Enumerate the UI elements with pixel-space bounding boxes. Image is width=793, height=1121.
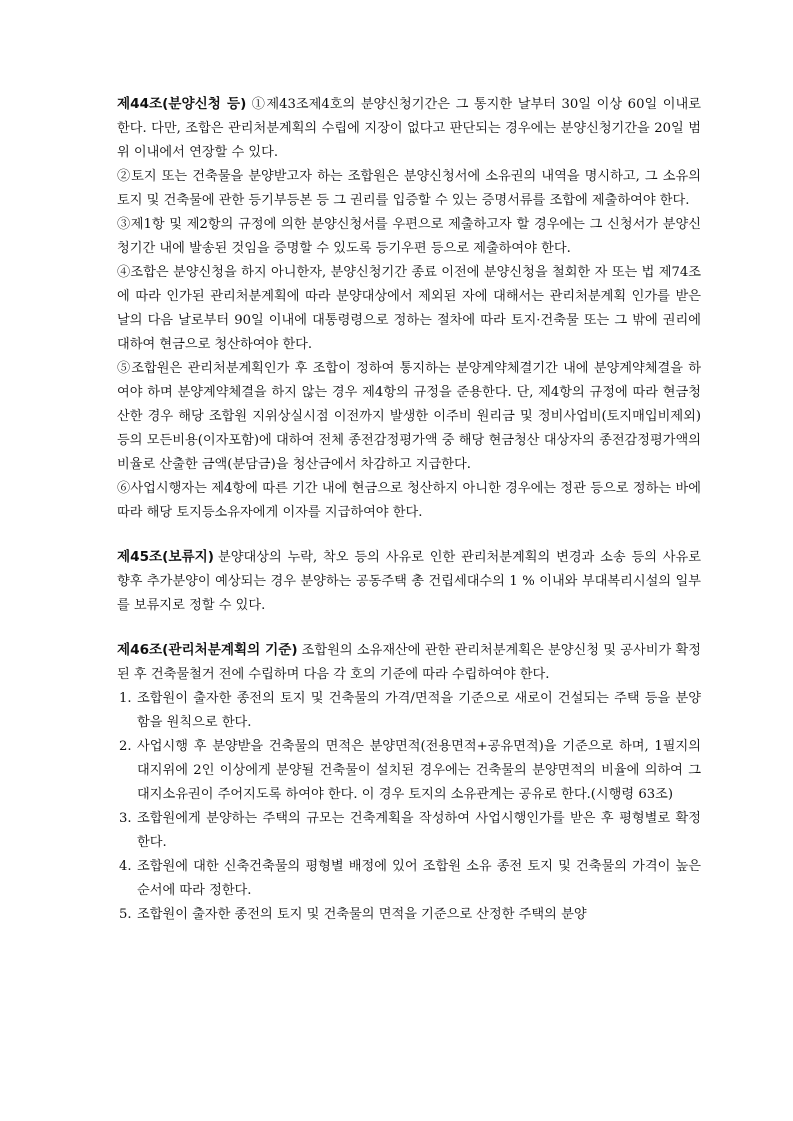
document-page [117,92,701,947]
article-45-title: 제45조(보류지) [117,549,215,565]
article-44-paragraph-5: ⑤조합원은 관리처분계획인가 후 조합이 정하여 통지하는 분양계약체결기간 내에 분양계약체결을 하여야 하며 분양계약체결을 하지 않는 경우 제4항의 규정을 준용한다. 단, 제4항의 규정에 따라 현금청산한 경우 해당 조합원 지위상실시점 이전까지 발생한 이주비 원리금 및 정비사업비(토지매입비제외)등의 모든비용(이자포함)에 대하여 전체 종전감정평가액 중 해당 현금청산 대상자의 종전감정평가액의 비율로 산출한 금액(분담금)을 청산금에서 차감하고 지급한다. [117,361,701,472]
article-44-paragraph-1: 제44조(분양신청 등) ①제43조제4호의 분양신청기간은 그 통지한 날부터 30일 이상 60일 이내로 한다. 다만, 조합은 관리처분계획의 수립에 지장이 없다고 판단되는 경우에는 분양신청기간을 20일 범위 이내에서 연장할 수 있다. [117,96,701,160]
list-item: 5. 조합원이 출자한 종전의 토지 및 건축물의 면적을 기준으로 산정한 주택의 분양 [119,907,587,922]
list-item: 4. 조합원에 대한 신축건축물의 평형별 배정에 있어 조합원 소유 종전 토지 및 건축물의 가격이 높은 순서에 따라 정한다. [119,859,701,898]
article-46-paragraph: 제46조(관리처분계획의 기준) 조합원의 소유재산에 관한 관리처분계획은 분양신청 및 공사비가 확정된 후 건축물철거 전에 수립하며 다음 각 호의 기준에 따라 수립하여야 한다. [117,642,701,682]
article-45 [117,545,701,618]
article-46-title: 제46조(관리처분계획의 기준) [117,642,298,658]
list-item: 1. 조합원이 출자한 종전의 토지 및 건축물의 가격/면적을 기준으로 새로이 건설되는 주택 등을 분양함을 원칙으로 한다. [119,691,701,730]
list-item: 3. 조합원에게 분양하는 주택의 규모는 건축계획을 작성하여 사업시행인가를 받은 후 평형별로 확정한다. [119,811,701,850]
article-44-title: 제44조(분양신청 등) [117,96,247,112]
article-44-paragraph-3: ③제1항 및 제2항의 규정에 의한 분양신청서를 우편으로 제출하고자 할 경우에는 그 신청서가 분양신청기간 내에 발송된 것임을 증명할 수 있도록 등기우편 등으로 제출하여야 한다. [117,217,701,256]
article-44-paragraph-2: ②토지 또는 건축물을 분양받고자 하는 조합원은 분양신청서에 소유권의 내역을 명시하고, 그 소유의 토지 및 건축물에 관한 등기부등본 등 그 권리를 입증할 수 있는 증명서류를 조합에 제출하여야 한다. [117,169,701,208]
article-44-paragraph-6: ⑥사업시행자는 제4항에 따른 기간 내에 현금으로 청산하지 아니한 경우에는 정관 등으로 정하는 바에 따라 해당 토지등소유자에게 이자를 지급하여야 한다. [117,481,701,520]
article-46 [117,638,701,927]
article-45-paragraph: 제45조(보류지) 분양대상의 누락, 착오 등의 사유로 인한 관리처분계획의 변경과 소송 등의 사유로 향후 추가분양이 예상되는 경우 분양하는 공동주택 총 건립세대수의 1 % 이내와 부대복리시설의 일부를 보류지로 정할 수 있다. [117,549,701,613]
article-44 [117,92,701,525]
article-44-paragraph-4: ④조합은 분양신청을 하지 아니한자, 분양신청기간 종료 이전에 분양신청을 철회한 자 또는 법 제74조에 따라 인가된 관리처분계획에 따라 분양대상에서 제외된 자에 대해서는 관리처분계획 인가를 받은 날의 다음 날로부터 90일 이내에 대통령령으로 정하는 절차에 따라 토지·건축물 또는 그 밖에 권리에 대하여 현금으로 청산하여야 한다. [117,265,701,352]
article-46-item-list [117,687,701,927]
list-item: 2. 사업시행 후 분양받을 건축물의 면적은 분양면적(전용면적+공유면적)을 기준으로 하며, 1필지의 대지위에 2인 이상에게 분양될 건축물이 설치된 경우에는 건축물의 분양면적의 비율에 의하여 그 대지소유권이 주어지도록 하여야 한다. 이 경우 토지의 소유관계는 공유로 한다.(시행령 63조) [119,739,701,802]
